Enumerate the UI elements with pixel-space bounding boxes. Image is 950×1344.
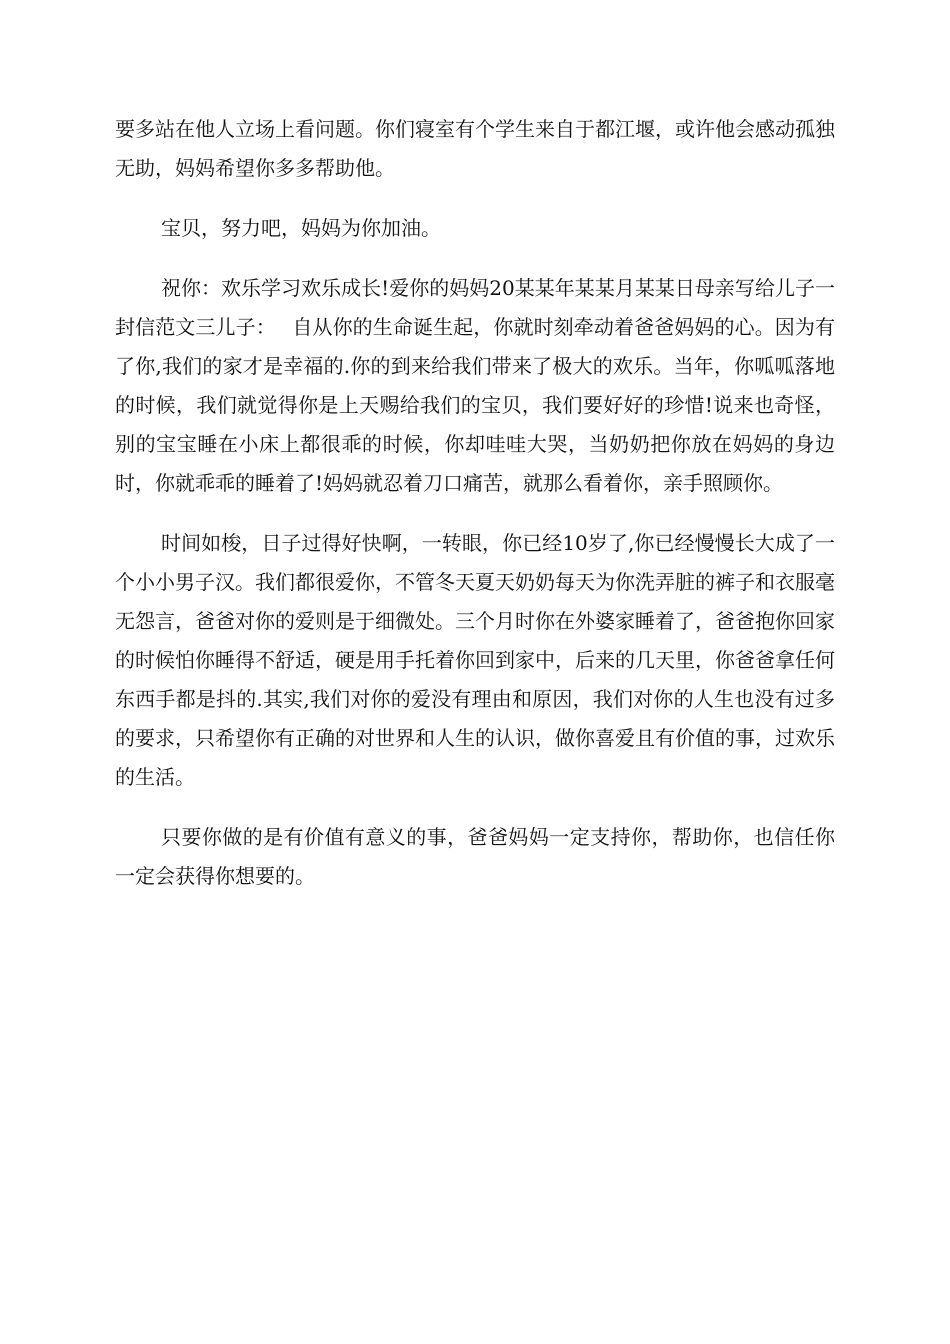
paragraph-3: 祝你：欢乐学习欢乐成长!爱你的妈妈20某某年某某月某某日母亲写给儿子一封信范文三儿子： 自从你的生命诞生起，你就时刻牵动着爸爸妈妈的心。因为有了你,我们的家才是幸福的.你的到来给我们带来了极大的欢乐。当年，你呱呱落地的时候，我们就觉得你是上天赐给我们的宝贝，我们要好好的珍惜!说来也奇怪，别的宝宝睡在小床上都很乖的时候，你却哇哇大哭，当奶奶把你放在妈妈的身边时，你就乖乖的睡着了!妈妈就忍着刀口痛苦，就那么看着你，亲手照顾你。 bbox=[115, 276, 835, 495]
paragraph-1: 要多站在他人立场上看问题。你们寝室有个学生来自于都江堰，或许他会感动孤独无助，妈妈希望你多多帮助他。 bbox=[115, 117, 835, 180]
paragraph-4: 时间如梭，日子过得好快啊，一转眼，你已经10岁了,你已经慢慢长大成了一个小小男子汉。我们都很爱你，不管冬天夏天奶奶每天为你洗弄脏的裤子和衣服毫无怨言，爸爸对你的爱则是于细微处。三个月时你在外婆家睡着了，爸爸抱你回家的时候怕你睡得不舒适，硬是用手托着你回到家中，后来的几天里，你爸爸拿任何东西手都是抖的.其实,我们对你的爱没有理由和原因，我们对你的人生也没有过多的要求，只希望你有正确的对世界和人生的认识，做你喜爱且有价值的事，过欢乐的生活。 bbox=[115, 531, 835, 789]
paragraph-2: 宝贝，努力吧，妈妈为你加油。 bbox=[161, 216, 441, 240]
paragraph-5: 只要你做的是有价值有意义的事，爸爸妈妈一定支持你，帮助你，也信任你一定会获得你想要的。 bbox=[115, 825, 835, 888]
document-page bbox=[115, 110, 835, 896]
